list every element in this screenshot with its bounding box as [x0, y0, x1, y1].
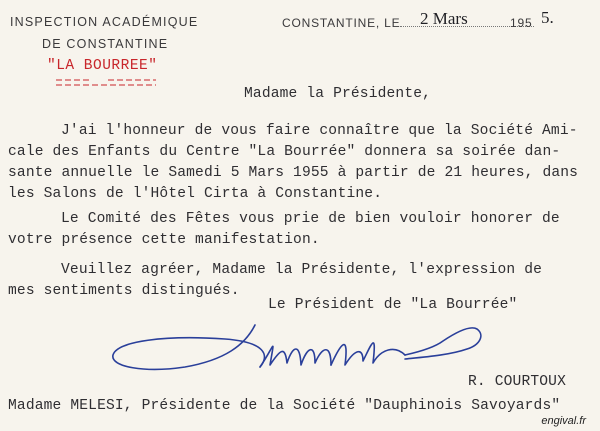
- letterhead-line-1: INSPECTION ACADÉMIQUE: [10, 15, 199, 29]
- signature-title: Le Président de "La Bourrée": [268, 297, 518, 313]
- body-line-3: sante annuelle le Samedi 5 Mars 1955 à partir de 21 heures, dans: [8, 165, 579, 181]
- body-line-1: J'ai l'honneur de vous faire connaître que la Société Ami-: [61, 123, 578, 139]
- body-line-4: les Salons de l'Hôtel Cirta à Constantine.: [8, 186, 383, 202]
- body-line-7: Veuillez agréer, Madame la Présidente, l'expression de: [61, 262, 543, 278]
- place-label: CONSTANTINE, LE: [282, 16, 401, 30]
- body-line-5: Le Comité des Fêtes vous prie de bien vouloir honorer de: [61, 211, 560, 227]
- letter-date: 2 Mars: [420, 9, 468, 28]
- watermark: engival.fr: [541, 415, 586, 427]
- addressee-line: Madame MELESI, Présidente de la Société "Dauphinois Savoyards": [8, 398, 561, 414]
- salutation: Madame la Présidente,: [244, 86, 432, 102]
- body-line-2: cale des Enfants du Centre "La Bourrée" donnera sa soirée dan-: [8, 144, 561, 160]
- body-line-8: mes sentiments distingués.: [8, 283, 240, 299]
- body-line-6: votre présence cette manifestation.: [8, 232, 320, 248]
- stamp-underline: [52, 76, 192, 90]
- signatory-name: R. COURTOUX: [468, 374, 566, 390]
- handwritten-signature: [105, 305, 515, 395]
- association-stamp: "LA BOURREE": [47, 58, 158, 74]
- year-prefix: 195: [510, 16, 533, 30]
- year-suffix: 5.: [541, 8, 554, 27]
- letterhead-line-2: DE CONSTANTINE: [42, 37, 169, 51]
